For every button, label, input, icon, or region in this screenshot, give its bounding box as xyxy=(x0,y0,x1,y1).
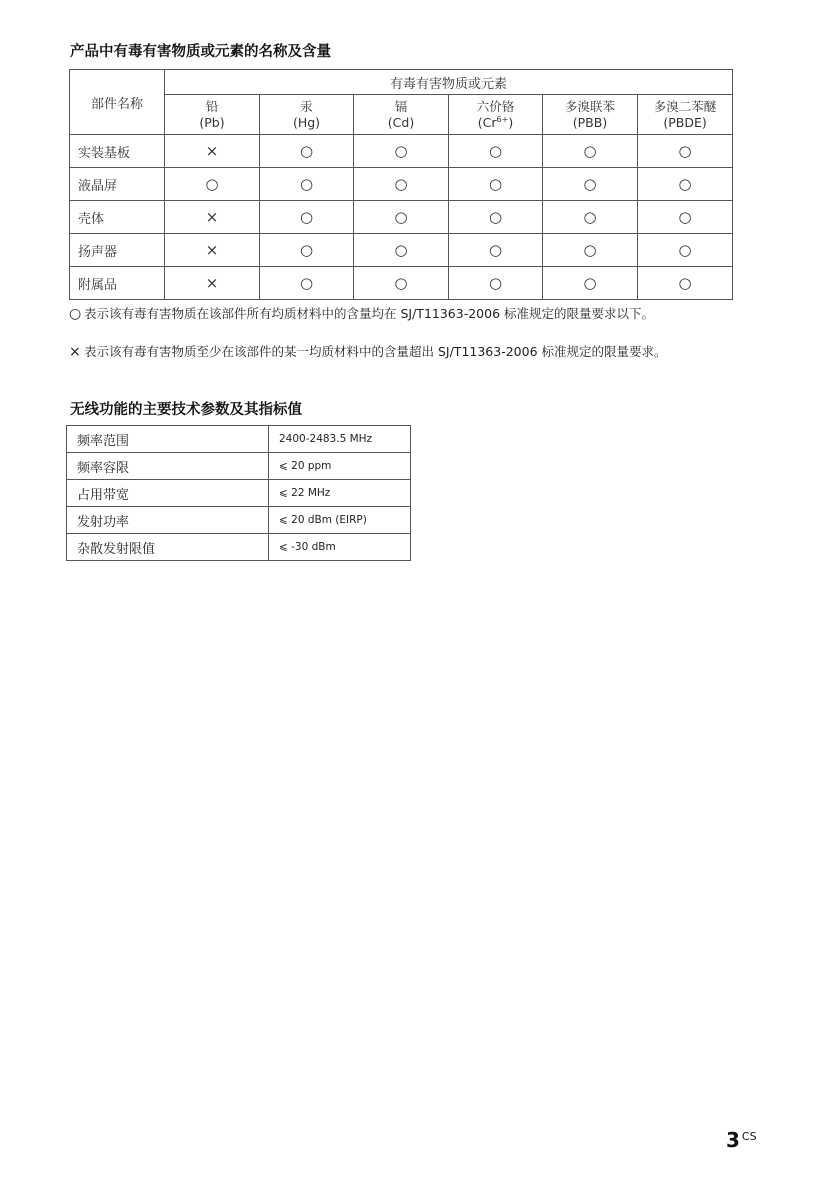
note-text: 表示该有毒有害物质至少在该部件的某一均质材料中的含量超出 SJ/T11363-2006 标准规定的限量要求。 xyxy=(84,344,667,359)
param-value-cell: ⩽ -30 dBm xyxy=(269,534,411,561)
table-row xyxy=(70,234,733,267)
substance-header-pbde xyxy=(638,95,733,135)
hazardous-substances-title: 产品中有毒有害物质或元素的名称及含量 xyxy=(70,44,331,60)
param-name-cell: 发射功率 xyxy=(67,507,269,534)
substance-header-pbb xyxy=(543,95,638,135)
mark-cell: ○ xyxy=(449,234,543,267)
substances-group-header: 有毒有害物质或元素 xyxy=(165,70,733,95)
mark-cell: ○ xyxy=(260,201,354,234)
mark-cell: ○ xyxy=(260,267,354,300)
substance-name: 铅 xyxy=(205,98,219,114)
mark-cell: ○ xyxy=(354,267,449,300)
substance-name: 多溴联苯 xyxy=(564,98,615,114)
page-number-value: 3 xyxy=(726,1128,740,1152)
param-value-cell: 2400-2483.5 MHz xyxy=(269,426,411,453)
wireless-params-table xyxy=(66,425,411,561)
cross-icon: × xyxy=(69,344,81,360)
substance-name: 汞 xyxy=(300,98,313,114)
param-name-cell: 频率容限 xyxy=(67,453,269,480)
substance-header-cadmium xyxy=(354,95,449,135)
mark-cell: ○ xyxy=(260,135,354,168)
mark-cell: × xyxy=(165,267,260,300)
mark-cell: ○ xyxy=(543,234,638,267)
part-name-cell: 实装基板 xyxy=(70,135,165,168)
mark-cell: ○ xyxy=(260,168,354,201)
note-compliant xyxy=(69,306,749,322)
part-name-cell: 附属品 xyxy=(70,267,165,300)
mark-cell: ○ xyxy=(165,168,260,201)
table-row xyxy=(70,201,733,234)
part-name-cell: 扬声器 xyxy=(70,234,165,267)
mark-cell: ○ xyxy=(543,135,638,168)
substance-header-lead xyxy=(165,95,260,135)
language-code: CS xyxy=(741,1130,757,1143)
table-row xyxy=(67,426,411,453)
mark-cell: ○ xyxy=(449,135,543,168)
substance-header-row xyxy=(70,95,733,135)
param-name-cell: 频率范围 xyxy=(67,426,269,453)
mark-cell: ○ xyxy=(638,267,733,300)
substance-name: 多溴二苯醚 xyxy=(653,98,717,114)
substance-header-chromium xyxy=(449,95,543,135)
circle-icon: ○ xyxy=(69,306,82,322)
substance-header-mercury xyxy=(260,95,354,135)
note-exceeds xyxy=(69,344,749,360)
mark-cell: ○ xyxy=(543,267,638,300)
table-row xyxy=(70,168,733,201)
param-value-cell: ⩽ 20 ppm xyxy=(269,453,411,480)
param-value-cell: ⩽ 20 dBm (EIRP) xyxy=(269,507,411,534)
mark-cell: ○ xyxy=(638,201,733,234)
part-name-cell: 壳体 xyxy=(70,201,165,234)
substance-symbol: (Cd) xyxy=(387,114,415,130)
mark-cell: ○ xyxy=(354,234,449,267)
table-row xyxy=(67,480,411,507)
wireless-params-title: 无线功能的主要技术参数及其指标值 xyxy=(70,402,302,418)
table-row xyxy=(67,507,411,534)
part-name-cell: 液晶屏 xyxy=(70,168,165,201)
table-row xyxy=(70,267,733,300)
param-name-cell: 杂散发射限值 xyxy=(67,534,269,561)
substance-name: 镉 xyxy=(394,98,408,114)
page-number xyxy=(726,1128,757,1152)
mark-cell: ○ xyxy=(354,135,449,168)
mark-cell: ○ xyxy=(449,168,543,201)
mark-cell: × xyxy=(165,201,260,234)
mark-cell: ○ xyxy=(543,168,638,201)
substance-symbol: $(Cr^{6+})$ xyxy=(477,114,514,130)
param-name-cell: 占用带宽 xyxy=(67,480,269,507)
mark-cell: ○ xyxy=(449,267,543,300)
mark-cell: ○ xyxy=(638,234,733,267)
hazardous-substances-table xyxy=(69,69,733,300)
substance-symbol: (PBDE) xyxy=(663,114,707,130)
substance-symbol: (PBB) xyxy=(572,114,608,130)
mark-cell: ○ xyxy=(260,234,354,267)
table-row xyxy=(70,135,733,168)
mark-cell: ○ xyxy=(638,135,733,168)
param-value-cell: ⩽ 22 MHz xyxy=(269,480,411,507)
mark-cell: ○ xyxy=(638,168,733,201)
table-header-row xyxy=(70,70,733,95)
mark-cell: ○ xyxy=(449,201,543,234)
substance-name: 六价铬 xyxy=(476,98,515,114)
mark-cell: ○ xyxy=(354,168,449,201)
mark-cell: × xyxy=(165,234,260,267)
note-text: 表示该有毒有害物质在该部件所有均质材料中的含量均在 SJ/T11363-2006 标准规定的限量要求以下。 xyxy=(84,306,655,321)
part-name-header: 部件名称 xyxy=(70,70,165,135)
mark-cell: ○ xyxy=(354,201,449,234)
mark-cell: ○ xyxy=(543,201,638,234)
mark-cell: × xyxy=(165,135,260,168)
substance-symbol: (Hg) xyxy=(292,114,321,130)
table-row xyxy=(67,453,411,480)
table-row xyxy=(67,534,411,561)
substance-symbol: (Pb) xyxy=(199,114,225,130)
